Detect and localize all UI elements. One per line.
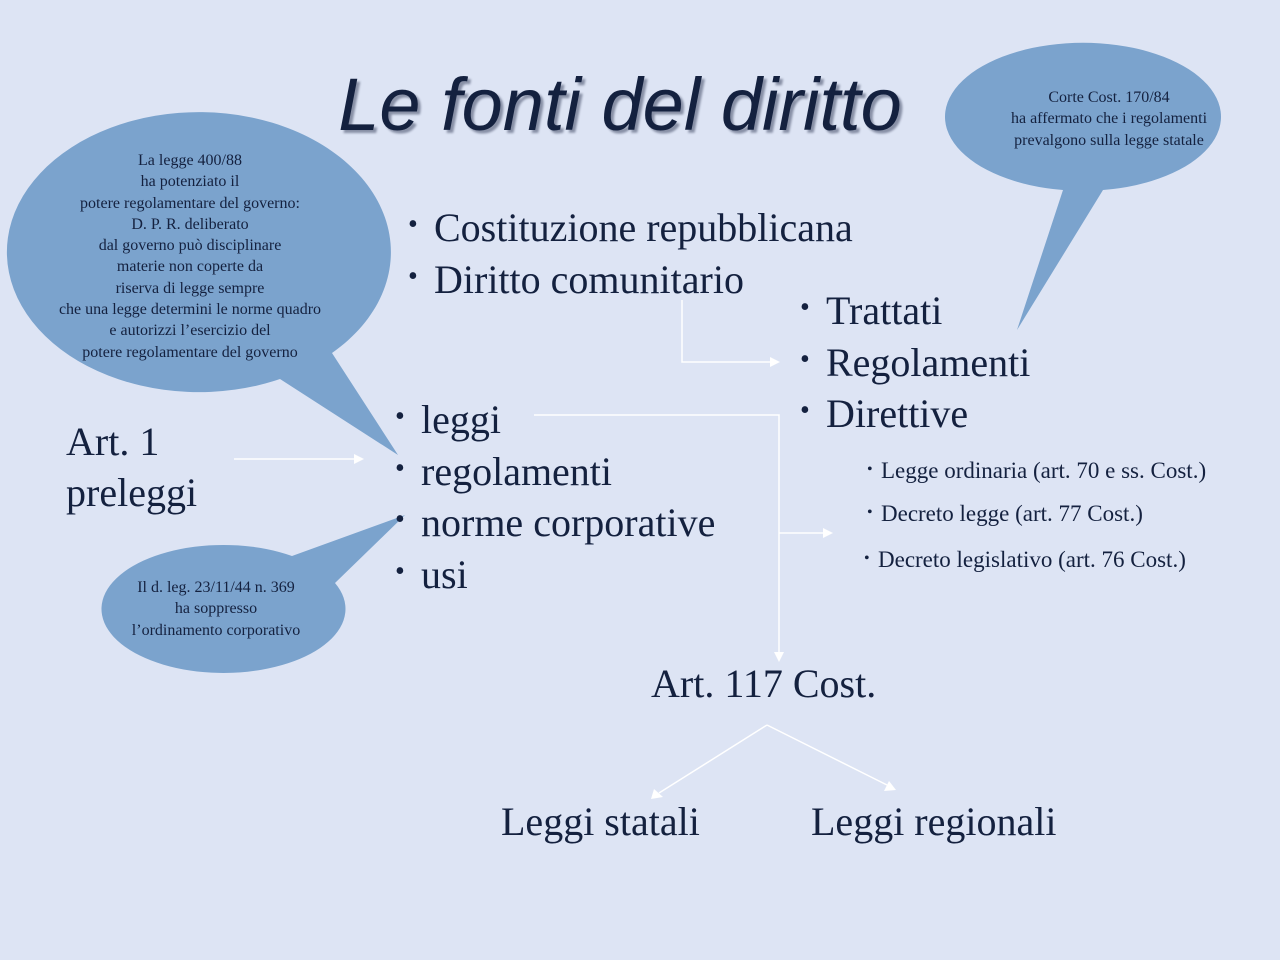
list-item [867, 501, 1143, 527]
bubble-legge-400-text [30, 150, 350, 363]
bullet: • [864, 550, 870, 567]
list-item [395, 394, 715, 446]
bubble-legge-400-line: potere regolamentare del governo: [80, 194, 300, 212]
list-item [395, 446, 715, 498]
bubble-legge-400-line: che una legge determini le norme quadro [58, 301, 322, 319]
bullet: • [867, 461, 873, 478]
bubble-corte-line: ha affermato che i regolamenti [1010, 110, 1208, 128]
art1-line: Art. 1 [66, 419, 160, 464]
bubble-legge-400-line: ha potenziato il [140, 173, 240, 191]
art117-label: Art. 117 Cost. [651, 661, 877, 706]
leggi-statali-label: Leggi statali [501, 799, 700, 844]
item-label: Regolamenti [826, 339, 1031, 385]
law-types-list-b [867, 501, 1143, 527]
arrowhead-leggi-types [823, 528, 833, 538]
item-label: Costituzione repubblicana [434, 205, 853, 250]
list-item [800, 285, 1030, 337]
bullet: • [800, 343, 810, 375]
primary-sources-list [395, 394, 715, 600]
bubble-legge-400-line: potere regolamentare del governo [82, 343, 298, 361]
list-item [408, 254, 853, 306]
bullet: • [408, 209, 418, 240]
item-label: Trattati [826, 288, 943, 333]
item-label: Diritto comunitario [434, 256, 744, 302]
bubble-corte-line: Corte Cost. 170/84 [1048, 89, 1170, 106]
list-item [395, 549, 715, 601]
arrowhead-regionali [884, 781, 896, 791]
law-types-list-c [864, 547, 1186, 573]
bubble-legge-400-line: e autorizzi l’esercizio del [109, 322, 271, 340]
list-item [395, 497, 715, 549]
law-types-list-a [867, 458, 1206, 484]
bullet: • [800, 292, 810, 323]
item-label: norme corporative [421, 500, 716, 545]
bubble-legge-400-line: dal governo può disciplinare [98, 237, 282, 255]
item-label: Legge ordinaria (art. 70 e ss. Cost.) [881, 458, 1207, 483]
slide-title: Le fonti del diritto [338, 63, 902, 146]
item-label: leggi [421, 397, 501, 442]
item-label: Decreto legge (art. 77 Cost.) [881, 501, 1143, 526]
bubble-dleg-line: Il d. leg. 23/11/44 n. 369 [137, 579, 295, 596]
connector-comunitario [682, 300, 770, 362]
item-label: Direttive [826, 391, 969, 436]
leggi-regionali-label: Leggi regionali [811, 799, 1057, 844]
arrowhead-art1 [354, 454, 364, 464]
bullet: • [395, 555, 405, 587]
art1-line: preleggi [66, 470, 198, 515]
community-sources-list [800, 285, 1030, 440]
bullet: • [395, 452, 405, 484]
list-item [864, 547, 1186, 573]
list-item [408, 202, 853, 254]
bubble-corte-text [960, 87, 1258, 151]
bubble-dleg-line: l’ordinamento corporativo [131, 621, 301, 639]
list-item [867, 458, 1206, 484]
bubble-corte-line: prevalgono sulla legge statale [1014, 131, 1204, 149]
bullet: • [395, 401, 405, 432]
top-sources-list [408, 202, 853, 305]
bubble-legge-400-line: riserva di legge sempre [115, 279, 265, 297]
arrowhead-comunitario [770, 357, 780, 367]
bubble-legge-400-line: La legge 400/88 [138, 152, 242, 169]
bubble-dleg-line: ha soppresso [174, 600, 258, 618]
list-item [800, 337, 1030, 389]
bubble-legge-400-line: materie non coperte da [116, 258, 264, 276]
bullet: • [867, 504, 873, 521]
connector-regionali [767, 725, 887, 785]
item-label: usi [421, 551, 468, 597]
item-label: regolamenti [421, 448, 613, 494]
bullet: • [408, 260, 418, 292]
connector-statali [659, 725, 767, 793]
list-item [800, 388, 1030, 440]
item-label: Decreto legislativo (art. 76 Cost.) [878, 547, 1186, 572]
bubble-legge-400-line: D. P. R. deliberato [131, 215, 249, 233]
bubble-dleg-text [96, 577, 336, 641]
bullet: • [395, 504, 405, 535]
art1-preleggi [66, 416, 197, 518]
bullet: • [800, 395, 810, 426]
